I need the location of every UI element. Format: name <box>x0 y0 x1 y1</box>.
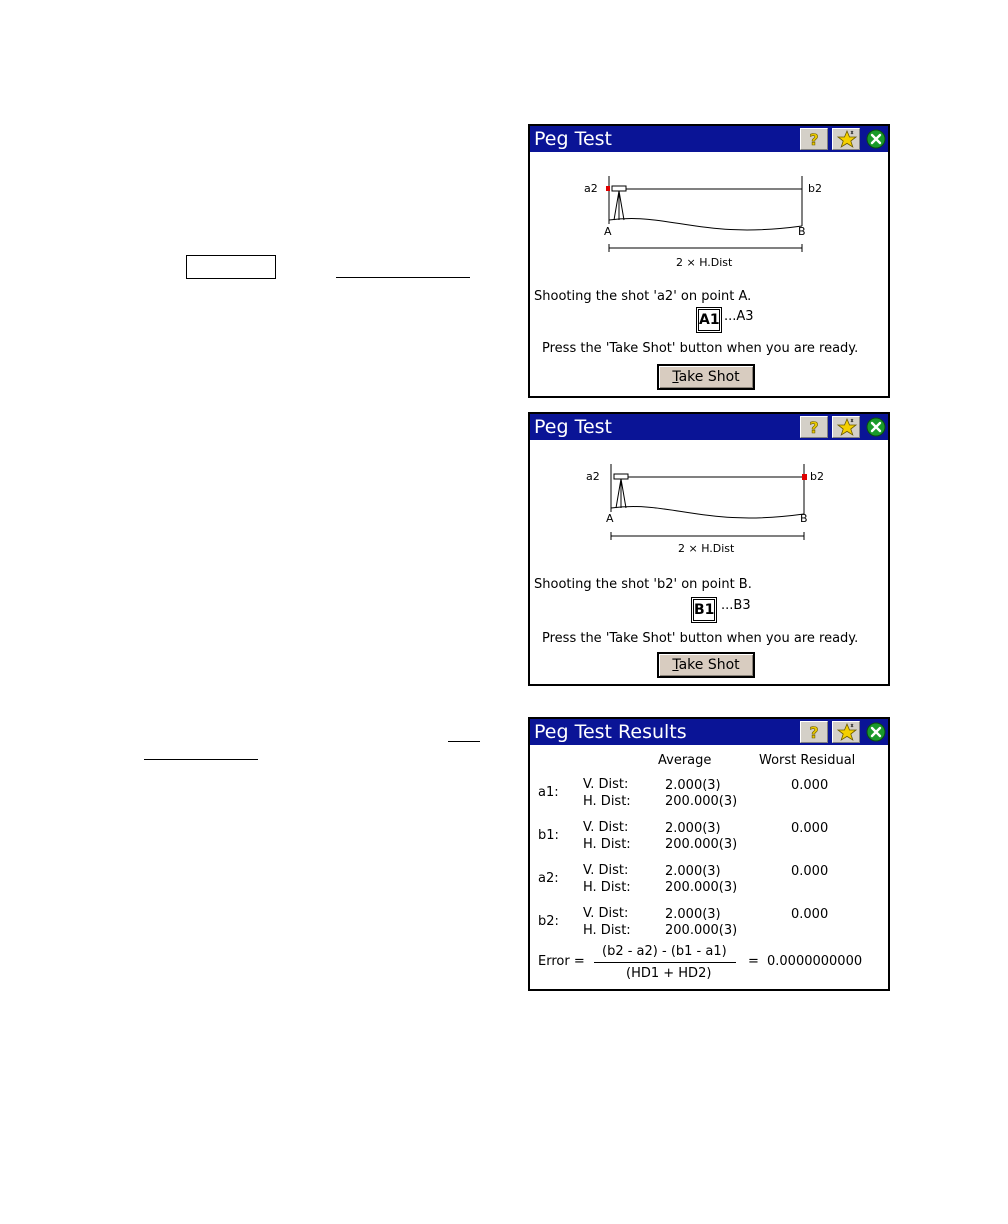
take-shot-button[interactable]: Take Shot <box>657 652 755 678</box>
current-shot-box[interactable] <box>696 307 722 333</box>
svg-text:?: ? <box>809 723 819 741</box>
v-dist-label: V. Dist: <box>583 906 629 921</box>
h-dist-value: 200.000(3) <box>665 837 738 852</box>
help-button[interactable] <box>800 128 828 150</box>
error-equals: = <box>748 954 759 969</box>
h-dist-label: H. Dist: <box>583 837 631 852</box>
peg-test-window-1 <box>528 124 890 398</box>
diagram-distance-label: 2 × H.Dist <box>678 542 735 555</box>
favorite-star-icon <box>836 723 858 741</box>
favorite-button[interactable] <box>832 721 860 743</box>
worst-residual-value: 0.000 <box>791 821 829 836</box>
help-icon <box>804 723 824 741</box>
help-icon <box>804 130 824 148</box>
shot-range-text: ...B3 <box>721 598 751 613</box>
doc-underline-3 <box>144 759 258 760</box>
current-shot-label: A1 <box>698 309 720 331</box>
target-marker <box>606 186 610 191</box>
h-dist-value: 200.000(3) <box>665 794 738 809</box>
help-icon <box>804 418 824 436</box>
favorite-button[interactable] <box>832 416 860 438</box>
take-shot-button[interactable]: Take Shot <box>657 364 755 390</box>
help-button[interactable] <box>800 416 828 438</box>
shot-range-text: ...A3 <box>724 309 754 324</box>
svg-text:?: ? <box>809 418 819 436</box>
peg-test-results-window <box>528 717 890 991</box>
worst-residual-value: 0.000 <box>791 907 829 922</box>
help-button[interactable] <box>800 721 828 743</box>
diagram-label-left: a2 <box>584 182 598 195</box>
v-dist-value: 2.000(3) <box>665 907 721 922</box>
favorite-star-icon <box>836 418 858 436</box>
diagram-label-left: a2 <box>586 470 600 483</box>
h-dist-value: 200.000(3) <box>665 923 738 938</box>
window-title: Peg Test <box>534 128 612 150</box>
close-icon <box>866 417 886 437</box>
title-bar <box>530 414 888 440</box>
doc-underline-2 <box>448 741 480 742</box>
v-dist-label: V. Dist: <box>583 863 629 878</box>
error-numerator: (b2 - a2) - (b1 - a1) <box>602 944 727 959</box>
diagram-label-right: b2 <box>810 470 824 483</box>
diagram-point-a: A <box>606 512 614 525</box>
title-bar <box>530 126 888 152</box>
h-dist-label: H. Dist: <box>583 923 631 938</box>
v-dist-label: V. Dist: <box>583 777 629 792</box>
header-worst-residual: Worst Residual <box>759 753 856 768</box>
diagram-label-right: b2 <box>808 182 822 195</box>
v-dist-value: 2.000(3) <box>665 778 721 793</box>
close-icon <box>866 129 886 149</box>
window-title: Peg Test <box>534 416 612 438</box>
target-marker <box>802 474 807 480</box>
diagram-distance-label: 2 × H.Dist <box>676 256 733 269</box>
h-dist-label: H. Dist: <box>583 880 631 895</box>
shot-status-text: Shooting the shot 'b2' on point B. <box>534 577 752 592</box>
close-button[interactable] <box>866 417 886 437</box>
fraction-bar <box>594 962 736 963</box>
current-shot-box[interactable] <box>691 597 717 623</box>
favorite-button[interactable] <box>832 128 860 150</box>
window-title: Peg Test Results <box>534 721 687 743</box>
worst-residual-value: 0.000 <box>791 778 829 793</box>
favorite-star-icon <box>836 130 858 148</box>
error-denominator: (HD1 + HD2) <box>626 966 712 981</box>
row-name-b2: b2: <box>538 914 559 929</box>
h-dist-label: H. Dist: <box>583 794 631 809</box>
row-name-a2: a2: <box>538 871 559 886</box>
diagram-point-b: B <box>800 512 808 525</box>
v-dist-label: V. Dist: <box>583 820 629 835</box>
peg-test-diagram <box>530 154 888 254</box>
take-shot-prompt: Press the 'Take Shot' button when you are ready. <box>542 341 859 356</box>
doc-text-box <box>186 255 276 279</box>
close-icon <box>866 722 886 742</box>
row-name-b1: b1: <box>538 828 559 843</box>
shot-status-text: Shooting the shot 'a2' on point A. <box>534 289 752 304</box>
diagram-point-b: B <box>798 225 806 238</box>
close-button[interactable] <box>866 722 886 742</box>
peg-test-window-2 <box>528 412 890 686</box>
h-dist-value: 200.000(3) <box>665 880 738 895</box>
header-average: Average <box>658 753 712 768</box>
svg-text:?: ? <box>809 130 819 148</box>
worst-residual-value: 0.000 <box>791 864 829 879</box>
current-shot-label: B1 <box>693 599 715 621</box>
diagram-point-a: A <box>604 225 612 238</box>
peg-test-diagram <box>530 442 888 542</box>
close-button[interactable] <box>866 129 886 149</box>
error-label: Error = <box>538 954 585 969</box>
doc-underline-1 <box>336 277 470 278</box>
take-shot-prompt: Press the 'Take Shot' button when you are ready. <box>542 631 859 646</box>
row-name-a1: a1: <box>538 785 559 800</box>
v-dist-value: 2.000(3) <box>665 821 721 836</box>
v-dist-value: 2.000(3) <box>665 864 721 879</box>
error-value: 0.0000000000 <box>767 954 863 969</box>
title-bar <box>530 719 888 745</box>
